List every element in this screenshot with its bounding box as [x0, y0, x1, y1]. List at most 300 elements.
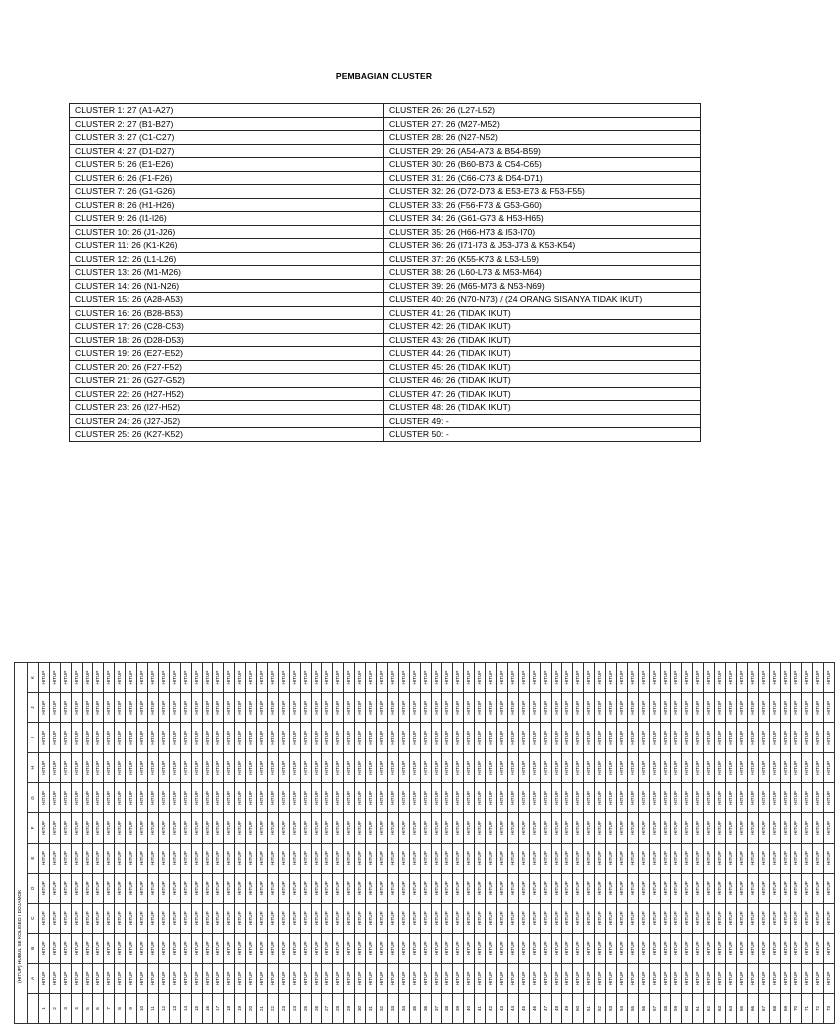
- attendance-cell: HITUP: [660, 873, 671, 903]
- page-title: PEMBAGIAN CLUSTER: [335, 71, 433, 81]
- attendance-cell: HITUP: [791, 903, 802, 933]
- attendance-cell: HITUP: [398, 813, 409, 843]
- row-number: 23: [278, 993, 289, 1023]
- attendance-cell: HITUP: [322, 753, 333, 783]
- attendance-cell: HITUP: [202, 843, 213, 873]
- row-number: 44: [507, 993, 518, 1023]
- attendance-cell: HITUP: [573, 963, 584, 993]
- row-number: 9: [126, 993, 137, 1023]
- attendance-cell: HITUP: [322, 723, 333, 753]
- attendance-cell: HITUP: [311, 693, 322, 723]
- attendance-cell: HITUP: [507, 693, 518, 723]
- attendance-cell: HITUP: [246, 783, 257, 813]
- attendance-cell: HITUP: [158, 903, 169, 933]
- attendance-cell: HITUP: [486, 753, 497, 783]
- attendance-cell: HITUP: [158, 963, 169, 993]
- attendance-cell: HITUP: [584, 873, 595, 903]
- attendance-cell: HITUP: [518, 903, 529, 933]
- attendance-cell: HITUP: [267, 783, 278, 813]
- attendance-cell: HITUP: [137, 753, 148, 783]
- attendance-row: [715, 663, 726, 1024]
- attendance-cell: HITUP: [387, 903, 398, 933]
- cluster-cell-right: CLUSTER 38: 26 (L60-L73 & M53-M64): [384, 266, 701, 280]
- attendance-cell: HITUP: [235, 783, 246, 813]
- attendance-cell: HITUP: [289, 723, 300, 753]
- attendance-cell: HITUP: [420, 843, 431, 873]
- attendance-row: [562, 663, 573, 1024]
- attendance-cell: HITUP: [747, 933, 758, 963]
- column-letter-row: [28, 663, 39, 1024]
- attendance-cell: HITUP: [257, 663, 268, 693]
- attendance-cell: HITUP: [398, 933, 409, 963]
- attendance-cell: HITUP: [682, 753, 693, 783]
- attendance-cell: HITUP: [387, 783, 398, 813]
- cluster-cell-right: CLUSTER 44: 26 (TIDAK IKUT): [384, 347, 701, 361]
- row-number: 11: [147, 993, 158, 1023]
- cluster-row: [70, 266, 701, 280]
- attendance-cell: HITUP: [38, 963, 49, 993]
- attendance-cell: HITUP: [769, 753, 780, 783]
- attendance-cell: HITUP: [235, 843, 246, 873]
- attendance-cell: HITUP: [355, 813, 366, 843]
- attendance-cell: HITUP: [824, 663, 835, 693]
- attendance-cell: HITUP: [82, 693, 93, 723]
- attendance-cell: HITUP: [257, 963, 268, 993]
- attendance-cell: HITUP: [147, 903, 158, 933]
- attendance-cell: HITUP: [475, 783, 486, 813]
- attendance-cell: HITUP: [540, 813, 551, 843]
- attendance-row: [137, 663, 148, 1024]
- attendance-row: [224, 663, 235, 1024]
- cluster-cell-right: CLUSTER 46: 26 (TIDAK IKUT): [384, 374, 701, 388]
- attendance-cell: HITUP: [366, 903, 377, 933]
- attendance-cell: HITUP: [267, 903, 278, 933]
- attendance-cell: HITUP: [813, 903, 824, 933]
- attendance-cell: HITUP: [93, 663, 104, 693]
- attendance-cell: HITUP: [191, 693, 202, 723]
- attendance-cell: HITUP: [60, 963, 71, 993]
- attendance-cell: HITUP: [398, 723, 409, 753]
- attendance-row: [366, 663, 377, 1024]
- attendance-cell: HITUP: [278, 783, 289, 813]
- attendance-cell: HITUP: [115, 693, 126, 723]
- cluster-cell-right: CLUSTER 47: 26 (TIDAK IKUT): [384, 387, 701, 401]
- row-number: 46: [529, 993, 540, 1023]
- row-number: 34: [398, 993, 409, 1023]
- attendance-cell: HITUP: [267, 933, 278, 963]
- attendance-cell: HITUP: [616, 813, 627, 843]
- attendance-cell: HITUP: [802, 693, 813, 723]
- attendance-cell: HITUP: [464, 783, 475, 813]
- attendance-cell: HITUP: [584, 663, 595, 693]
- attendance-cell: HITUP: [126, 813, 137, 843]
- attendance-cell: HITUP: [60, 813, 71, 843]
- attendance-cell: HITUP: [180, 663, 191, 693]
- attendance-cell: HITUP: [802, 903, 813, 933]
- attendance-cell: HITUP: [442, 813, 453, 843]
- attendance-row: [475, 663, 486, 1024]
- attendance-cell: HITUP: [660, 813, 671, 843]
- attendance-cell: HITUP: [551, 903, 562, 933]
- attendance-cell: HITUP: [333, 903, 344, 933]
- row-number: 65: [736, 993, 747, 1023]
- attendance-row: [289, 663, 300, 1024]
- attendance-cell: HITUP: [126, 663, 137, 693]
- attendance-cell: HITUP: [616, 843, 627, 873]
- attendance-cell: HITUP: [824, 813, 835, 843]
- attendance-cell: HITUP: [355, 873, 366, 903]
- attendance-cell: HITUP: [802, 723, 813, 753]
- attendance-cell: HITUP: [213, 903, 224, 933]
- attendance-cell: HITUP: [213, 663, 224, 693]
- attendance-cell: HITUP: [551, 843, 562, 873]
- attendance-cell: HITUP: [638, 783, 649, 813]
- attendance-cell: HITUP: [387, 843, 398, 873]
- attendance-cell: HITUP: [224, 753, 235, 783]
- cluster-cell-right: CLUSTER 41: 26 (TIDAK IKUT): [384, 306, 701, 320]
- attendance-cell: HITUP: [747, 753, 758, 783]
- attendance-cell: HITUP: [366, 873, 377, 903]
- attendance-cell: HITUP: [475, 933, 486, 963]
- attendance-cell: HITUP: [398, 663, 409, 693]
- attendance-cell: HITUP: [518, 933, 529, 963]
- cluster-table: [69, 103, 701, 442]
- cluster-cell-left: CLUSTER 9: 26 (I1-I26): [70, 212, 384, 226]
- attendance-cell: HITUP: [606, 783, 617, 813]
- attendance-cell: HITUP: [791, 663, 802, 693]
- attendance-cell: HITUP: [420, 933, 431, 963]
- attendance-cell: HITUP: [355, 963, 366, 993]
- attendance-cell: HITUP: [398, 753, 409, 783]
- attendance-cell: HITUP: [169, 723, 180, 753]
- cluster-cell-left: CLUSTER 11: 26 (K1-K26): [70, 239, 384, 253]
- attendance-cell: HITUP: [606, 933, 617, 963]
- attendance-cell: HITUP: [278, 663, 289, 693]
- attendance-cell: HITUP: [355, 933, 366, 963]
- attendance-cell: HITUP: [355, 723, 366, 753]
- cluster-row: [70, 104, 701, 118]
- row-number: 68: [769, 993, 780, 1023]
- attendance-cell: HITUP: [169, 663, 180, 693]
- attendance-cell: HITUP: [475, 843, 486, 873]
- attendance-row: [442, 663, 453, 1024]
- attendance-cell: HITUP: [126, 783, 137, 813]
- attendance-cell: HITUP: [682, 813, 693, 843]
- attendance-cell: HITUP: [562, 813, 573, 843]
- attendance-cell: HITUP: [158, 723, 169, 753]
- attendance-cell: HITUP: [267, 813, 278, 843]
- attendance-cell: HITUP: [726, 903, 737, 933]
- attendance-cell: HITUP: [551, 813, 562, 843]
- attendance-cell: HITUP: [442, 903, 453, 933]
- attendance-cell: HITUP: [595, 963, 606, 993]
- attendance-cell: HITUP: [507, 963, 518, 993]
- cluster-cell-right: CLUSTER 34: 26 (G61-G73 & H53-H65): [384, 212, 701, 226]
- attendance-cell: HITUP: [627, 963, 638, 993]
- attendance-cell: HITUP: [377, 753, 388, 783]
- attendance-cell: HITUP: [387, 753, 398, 783]
- attendance-cell: HITUP: [780, 963, 791, 993]
- attendance-cell: HITUP: [60, 693, 71, 723]
- attendance-cell: HITUP: [93, 843, 104, 873]
- cluster-row: [70, 171, 701, 185]
- attendance-cell: HITUP: [486, 693, 497, 723]
- attendance-cell: HITUP: [671, 663, 682, 693]
- attendance-cell: HITUP: [104, 663, 115, 693]
- attendance-cell: HITUP: [202, 813, 213, 843]
- attendance-cell: HITUP: [584, 843, 595, 873]
- row-number: 58: [660, 993, 671, 1023]
- attendance-cell: HITUP: [442, 753, 453, 783]
- attendance-cell: HITUP: [115, 903, 126, 933]
- attendance-cell: HITUP: [311, 753, 322, 783]
- attendance-cell: HITUP: [616, 663, 627, 693]
- attendance-cell: HITUP: [93, 933, 104, 963]
- cluster-cell-left: CLUSTER 15: 26 (A28-A53): [70, 293, 384, 307]
- attendance-cell: HITUP: [595, 723, 606, 753]
- attendance-cell: HITUP: [682, 843, 693, 873]
- attendance-cell: HITUP: [704, 903, 715, 933]
- attendance-cell: HITUP: [442, 723, 453, 753]
- attendance-row: [431, 663, 442, 1024]
- row-number: 37: [431, 993, 442, 1023]
- attendance-row: [616, 663, 627, 1024]
- attendance-cell: HITUP: [584, 903, 595, 933]
- attendance-cell: HITUP: [704, 873, 715, 903]
- attendance-cell: HITUP: [616, 903, 627, 933]
- attendance-cell: HITUP: [595, 903, 606, 933]
- attendance-cell: HITUP: [551, 783, 562, 813]
- attendance-cell: HITUP: [278, 813, 289, 843]
- attendance-cell: HITUP: [758, 753, 769, 783]
- attendance-cell: HITUP: [387, 663, 398, 693]
- attendance-cell: HITUP: [191, 963, 202, 993]
- attendance-cell: HITUP: [202, 663, 213, 693]
- attendance-cell: HITUP: [333, 873, 344, 903]
- attendance-cell: HITUP: [409, 663, 420, 693]
- attendance-cell: HITUP: [322, 873, 333, 903]
- attendance-cell: HITUP: [442, 933, 453, 963]
- attendance-cell: HITUP: [736, 903, 747, 933]
- attendance-cell: HITUP: [49, 873, 60, 903]
- attendance-cell: HITUP: [289, 843, 300, 873]
- attendance-cell: HITUP: [49, 783, 60, 813]
- row-number: 19: [235, 993, 246, 1023]
- attendance-cell: HITUP: [573, 723, 584, 753]
- attendance-cell: HITUP: [475, 963, 486, 993]
- attendance-cell: HITUP: [518, 843, 529, 873]
- row-number: 54: [616, 993, 627, 1023]
- attendance-cell: HITUP: [137, 693, 148, 723]
- attendance-cell: HITUP: [464, 933, 475, 963]
- attendance-cell: HITUP: [420, 663, 431, 693]
- cluster-row: [70, 212, 701, 226]
- attendance-cell: HITUP: [649, 873, 660, 903]
- attendance-cell: HITUP: [638, 693, 649, 723]
- attendance-row: [257, 663, 268, 1024]
- attendance-cell: HITUP: [60, 873, 71, 903]
- attendance-cell: HITUP: [191, 723, 202, 753]
- attendance-cell: HITUP: [104, 813, 115, 843]
- attendance-cell: HITUP: [431, 963, 442, 993]
- attendance-cell: HITUP: [638, 813, 649, 843]
- attendance-cell: HITUP: [475, 753, 486, 783]
- corner-cell: [28, 993, 39, 1023]
- row-number: 4: [71, 993, 82, 1023]
- attendance-cell: HITUP: [660, 903, 671, 933]
- attendance-cell: HITUP: [715, 723, 726, 753]
- attendance-cell: HITUP: [126, 933, 137, 963]
- attendance-cell: HITUP: [213, 813, 224, 843]
- attendance-row: [158, 663, 169, 1024]
- attendance-cell: HITUP: [562, 723, 573, 753]
- attendance-cell: HITUP: [398, 963, 409, 993]
- cluster-row: [70, 374, 701, 388]
- attendance-row: [191, 663, 202, 1024]
- attendance-cell: HITUP: [584, 723, 595, 753]
- attendance-cell: HITUP: [431, 753, 442, 783]
- attendance-cell: HITUP: [300, 963, 311, 993]
- attendance-cell: HITUP: [453, 963, 464, 993]
- attendance-cell: HITUP: [322, 933, 333, 963]
- attendance-cell: HITUP: [758, 783, 769, 813]
- attendance-cell: HITUP: [518, 813, 529, 843]
- attendance-cell: HITUP: [660, 723, 671, 753]
- attendance-cell: HITUP: [49, 693, 60, 723]
- attendance-cell: HITUP: [529, 903, 540, 933]
- attendance-cell: HITUP: [551, 963, 562, 993]
- attendance-cell: HITUP: [813, 723, 824, 753]
- attendance-cell: HITUP: [486, 663, 497, 693]
- attendance-cell: HITUP: [464, 843, 475, 873]
- attendance-cell: HITUP: [267, 753, 278, 783]
- attendance-cell: HITUP: [791, 873, 802, 903]
- attendance-row: [333, 663, 344, 1024]
- attendance-cell: HITUP: [158, 663, 169, 693]
- attendance-cell: HITUP: [115, 873, 126, 903]
- row-number: 62: [704, 993, 715, 1023]
- attendance-cell: HITUP: [137, 903, 148, 933]
- attendance-cell: HITUP: [409, 963, 420, 993]
- attendance-cell: HITUP: [387, 693, 398, 723]
- row-number: 12: [158, 993, 169, 1023]
- attendance-cell: HITUP: [747, 783, 758, 813]
- column-letter: K: [28, 663, 39, 693]
- attendance-cell: HITUP: [289, 903, 300, 933]
- attendance-cell: HITUP: [453, 753, 464, 783]
- attendance-cell: HITUP: [529, 963, 540, 993]
- attendance-row: [464, 663, 475, 1024]
- attendance-cell: HITUP: [715, 693, 726, 723]
- attendance-row: [529, 663, 540, 1024]
- cluster-cell-left: CLUSTER 24: 26 (J27-J52): [70, 414, 384, 428]
- attendance-cell: HITUP: [780, 753, 791, 783]
- attendance-cell: HITUP: [486, 963, 497, 993]
- attendance-cell: HITUP: [616, 693, 627, 723]
- attendance-cell: HITUP: [311, 663, 322, 693]
- attendance-cell: HITUP: [551, 753, 562, 783]
- row-number: 7: [104, 993, 115, 1023]
- attendance-cell: HITUP: [224, 783, 235, 813]
- attendance-cell: HITUP: [333, 843, 344, 873]
- cluster-cell-right: CLUSTER 37: 26 (K55-K73 & L53-L59): [384, 252, 701, 266]
- attendance-cell: HITUP: [726, 813, 737, 843]
- attendance-cell: HITUP: [180, 813, 191, 843]
- attendance-row: [780, 663, 791, 1024]
- cluster-cell-left: CLUSTER 22: 26 (H27-H52): [70, 387, 384, 401]
- attendance-cell: HITUP: [60, 723, 71, 753]
- attendance-cell: HITUP: [649, 753, 660, 783]
- attendance-cell: HITUP: [813, 753, 824, 783]
- row-number: 10: [137, 993, 148, 1023]
- attendance-cell: HITUP: [49, 933, 60, 963]
- attendance-cell: HITUP: [507, 813, 518, 843]
- attendance-cell: HITUP: [60, 663, 71, 693]
- attendance-cell: HITUP: [486, 903, 497, 933]
- attendance-cell: HITUP: [671, 843, 682, 873]
- attendance-cell: HITUP: [693, 963, 704, 993]
- attendance-cell: HITUP: [442, 783, 453, 813]
- attendance-cell: HITUP: [562, 903, 573, 933]
- attendance-cell: HITUP: [529, 753, 540, 783]
- cluster-cell-left: CLUSTER 14: 26 (N1-N26): [70, 279, 384, 293]
- attendance-cell: HITUP: [824, 843, 835, 873]
- cluster-cell-right: CLUSTER 31: 26 (C66-C73 & D54-D71): [384, 171, 701, 185]
- attendance-cell: HITUP: [147, 813, 158, 843]
- attendance-cell: HITUP: [38, 723, 49, 753]
- column-letter: A: [28, 963, 39, 993]
- attendance-cell: HITUP: [518, 753, 529, 783]
- attendance-cell: HITUP: [158, 843, 169, 873]
- attendance-cell: HITUP: [278, 693, 289, 723]
- attendance-cell: HITUP: [475, 873, 486, 903]
- attendance-row: [344, 663, 355, 1024]
- attendance-cell: HITUP: [82, 933, 93, 963]
- attendance-cell: HITUP: [813, 963, 824, 993]
- attendance-cell: HITUP: [409, 843, 420, 873]
- attendance-cell: HITUP: [126, 963, 137, 993]
- attendance-cell: HITUP: [529, 783, 540, 813]
- attendance-cell: HITUP: [824, 903, 835, 933]
- attendance-cell: HITUP: [224, 843, 235, 873]
- attendance-cell: HITUP: [82, 663, 93, 693]
- attendance-cell: HITUP: [300, 813, 311, 843]
- attendance-cell: HITUP: [802, 813, 813, 843]
- cluster-row: [70, 185, 701, 199]
- attendance-cell: HITUP: [60, 903, 71, 933]
- attendance-cell: HITUP: [257, 753, 268, 783]
- attendance-cell: HITUP: [791, 753, 802, 783]
- attendance-cell: HITUP: [747, 963, 758, 993]
- attendance-cell: HITUP: [573, 693, 584, 723]
- attendance-cell: HITUP: [638, 933, 649, 963]
- attendance-cell: HITUP: [747, 813, 758, 843]
- attendance-cell: HITUP: [387, 873, 398, 903]
- attendance-cell: HITUP: [791, 693, 802, 723]
- attendance-cell: HITUP: [49, 843, 60, 873]
- attendance-row: [606, 663, 617, 1024]
- attendance-cell: HITUP: [344, 933, 355, 963]
- attendance-cell: HITUP: [257, 693, 268, 723]
- cluster-row: [70, 158, 701, 172]
- attendance-cell: HITUP: [507, 723, 518, 753]
- attendance-cell: HITUP: [671, 813, 682, 843]
- cluster-cell-left: CLUSTER 16: 26 (B28-B53): [70, 306, 384, 320]
- attendance-cell: HITUP: [464, 693, 475, 723]
- column-letter: J: [28, 693, 39, 723]
- attendance-cell: HITUP: [813, 873, 824, 903]
- attendance-cell: HITUP: [213, 963, 224, 993]
